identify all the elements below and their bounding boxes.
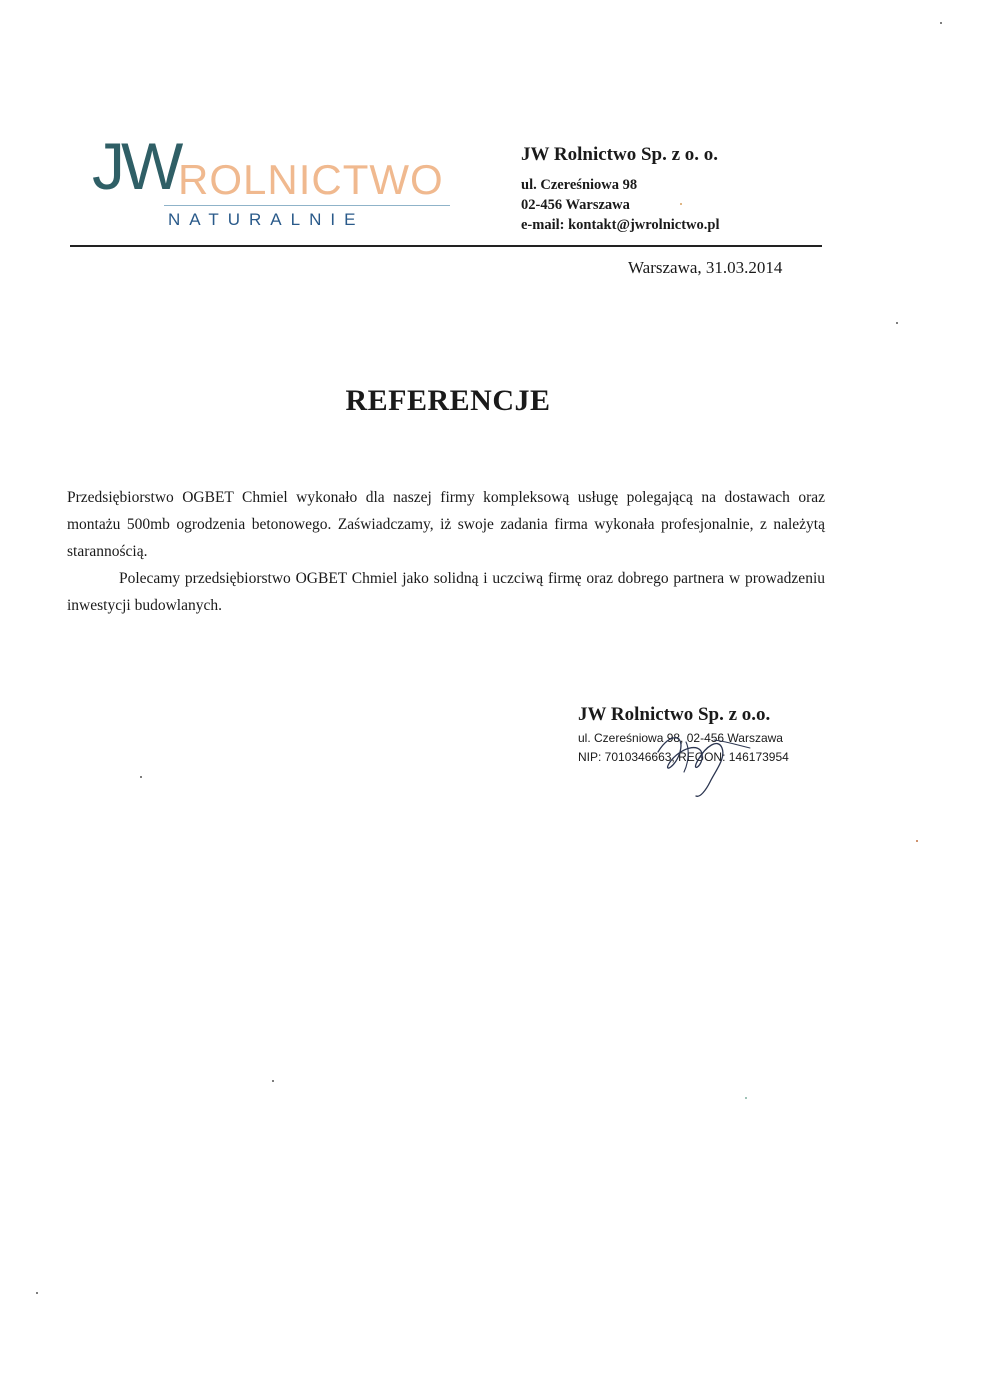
scan-speck [896, 322, 898, 324]
scan-speck [680, 203, 682, 205]
scan-speck [140, 776, 142, 778]
scan-speck [272, 1080, 274, 1082]
letter-date: Warszawa, 31.03.2014 [628, 258, 783, 277]
company-email: e-mail: kontakt@jwrolnictwo.pl [521, 217, 720, 233]
body-paragraph-1: Przedsiębiorstwo OGBET Chmiel wykonało dla naszej firmy kompleksową usługę polegającą na dostawach oraz montażu 500mb ogrodzenia betonowego. Zaświadczamy, iż swoje zadania firma wykonała profesjonalnie, z należytą starannością. [67, 489, 825, 560]
stamp-ids: NIP: 7010346663, REGON: 146173954 [578, 750, 789, 764]
company-city: 02-456 Warszawa [521, 197, 630, 213]
body-paragraph-2: Polecamy przedsiębiorstwo OGBET Chmiel jako solidną i uczciwą firmę oraz dobrego partnera w prowadzeniu inwestycji budowlanych. [67, 570, 825, 614]
company-header-info [521, 144, 821, 235]
logo-rolnictwo-text: ROLNICTWO [178, 156, 444, 203]
logo-tagline: NATURALNIE [168, 210, 365, 229]
stamp-company-name: JW Rolnictwo Sp. z o.o. [578, 704, 771, 725]
handwritten-signature [640, 712, 760, 802]
header-divider [70, 245, 822, 247]
logo-jw-text: JW [92, 129, 180, 203]
letter-body [67, 484, 825, 619]
company-name: JW Rolnictwo Sp. z o. o. [521, 144, 719, 165]
logo-divider [164, 205, 450, 206]
scan-speck [745, 1097, 747, 1099]
scan-speck [916, 840, 918, 842]
scan-speck [940, 22, 942, 24]
scan-speck [36, 1292, 38, 1294]
company-street: ul. Czereśniowa 98 [521, 177, 638, 193]
document-title: REFERENCJE [345, 384, 551, 417]
company-logo [92, 129, 462, 233]
stamp-address: ul. Czereśniowa 98, 02-456 Warszawa [578, 731, 783, 745]
